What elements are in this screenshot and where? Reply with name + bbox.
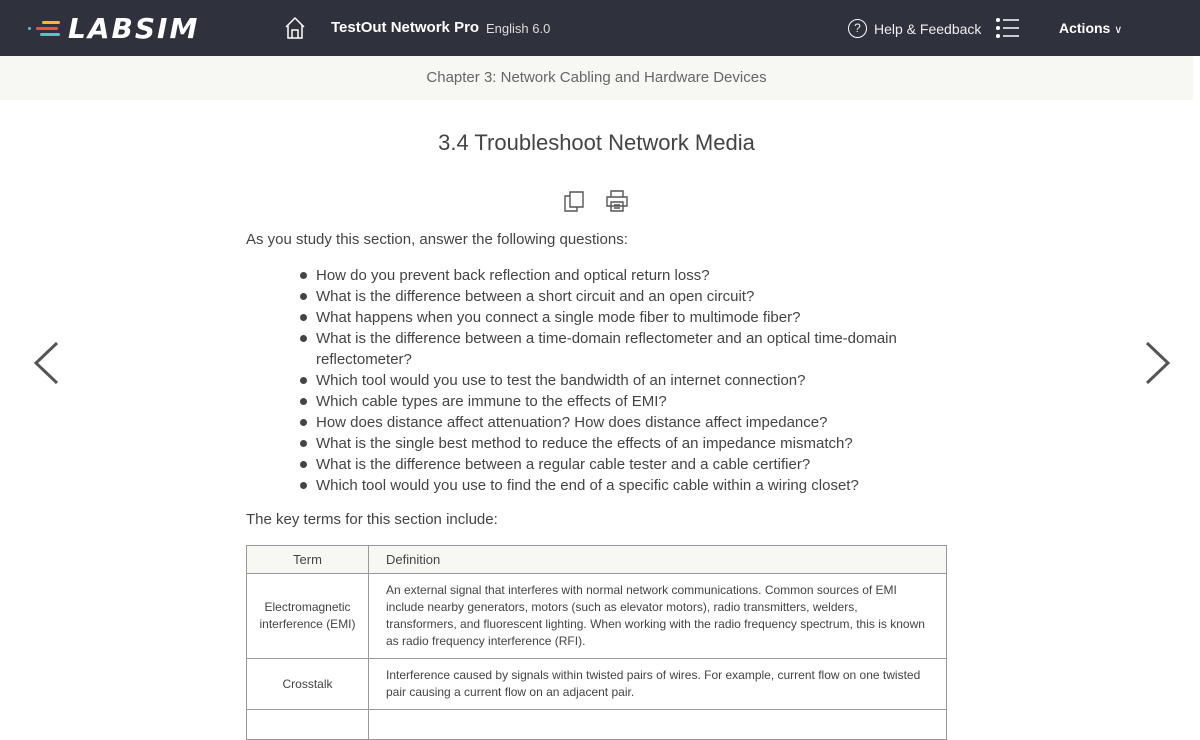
help-label: Help & Feedback [874,20,982,37]
key-terms-table [246,545,947,740]
definition-cell: Interference caused by signals within twisted pairs of wires. For example, current flow on one twisted pair causing a current flow on an adjacent pair. [369,659,947,710]
help-icon: ? [848,19,867,38]
actions-dropdown[interactable] [1059,20,1122,36]
definition-cell: An external signal that interferes with normal network communications. Common sources of EMI include nearby generators, motors (such as elevator motors), radio transmitters, welders, transformers, and fluorescent lighting. When working with the radio frequency spectrum, this is known as radio frequency interference (RFI). [369,574,947,659]
question-item: What happens when you connect a single mode fiber to multimode fiber? [300,307,900,328]
question-item: What is the single best method to reduce the effects of an impedance mismatch? [300,433,900,454]
table-row [247,659,947,710]
next-arrow-icon[interactable] [1144,340,1172,391]
logo-lines-icon [28,19,68,39]
definition-cell [369,710,947,740]
question-item: Which tool would you use to test the bandwidth of an internet connection? [300,370,900,391]
definition-header: Definition [369,546,947,574]
intro-text: As you study this section, answer the following questions: [246,231,628,248]
chevron-down-icon: ∨ [1114,24,1123,36]
questions-list [300,265,900,496]
chapter-title: Chapter 3: Network Cabling and Hardware Devices [0,56,1193,100]
help-feedback-button[interactable] [848,19,981,38]
term-cell [247,710,369,740]
menu-list-icon[interactable] [996,17,1020,44]
question-item: How does distance affect attenuation? How does distance affect impedance? [300,412,900,433]
question-item: What is the difference between a regular cable tester and a cable certifier? [300,454,900,475]
question-item: Which cable types are immune to the effects of EMI? [300,391,900,412]
actions-label: Actions [1059,20,1111,36]
top-nav-bar [0,0,1200,56]
table-header-row [247,546,947,574]
copy-icon[interactable] [563,189,585,218]
term-header: Term [247,546,369,574]
question-item: What is the difference between a time-domain reflectometer and an optical time-domain reflectometer? [300,328,900,370]
key-terms-intro: The key terms for this section include: [246,511,498,528]
logo-text: LABSIM [68,12,200,45]
home-icon[interactable] [284,16,306,45]
labsim-logo[interactable] [28,12,199,45]
previous-arrow-icon[interactable] [32,340,60,391]
question-item: How do you prevent back reflection and optical return loss? [300,265,900,286]
course-title: TestOut Network Pro [331,19,480,36]
question-item: Which tool would you use to find the end of a specific cable within a wiring closet? [300,475,900,496]
table-row [247,574,947,659]
course-version: English 6.0 [486,21,551,36]
print-icon[interactable] [605,189,629,218]
term-cell: Crosstalk [247,659,369,710]
question-item: What is the difference between a short circuit and an open circuit? [300,286,900,307]
term-cell: Electromagnetic interference (EMI) [247,574,369,659]
table-row [247,710,947,740]
page-title: 3.4 Troubleshoot Network Media [438,130,755,155]
